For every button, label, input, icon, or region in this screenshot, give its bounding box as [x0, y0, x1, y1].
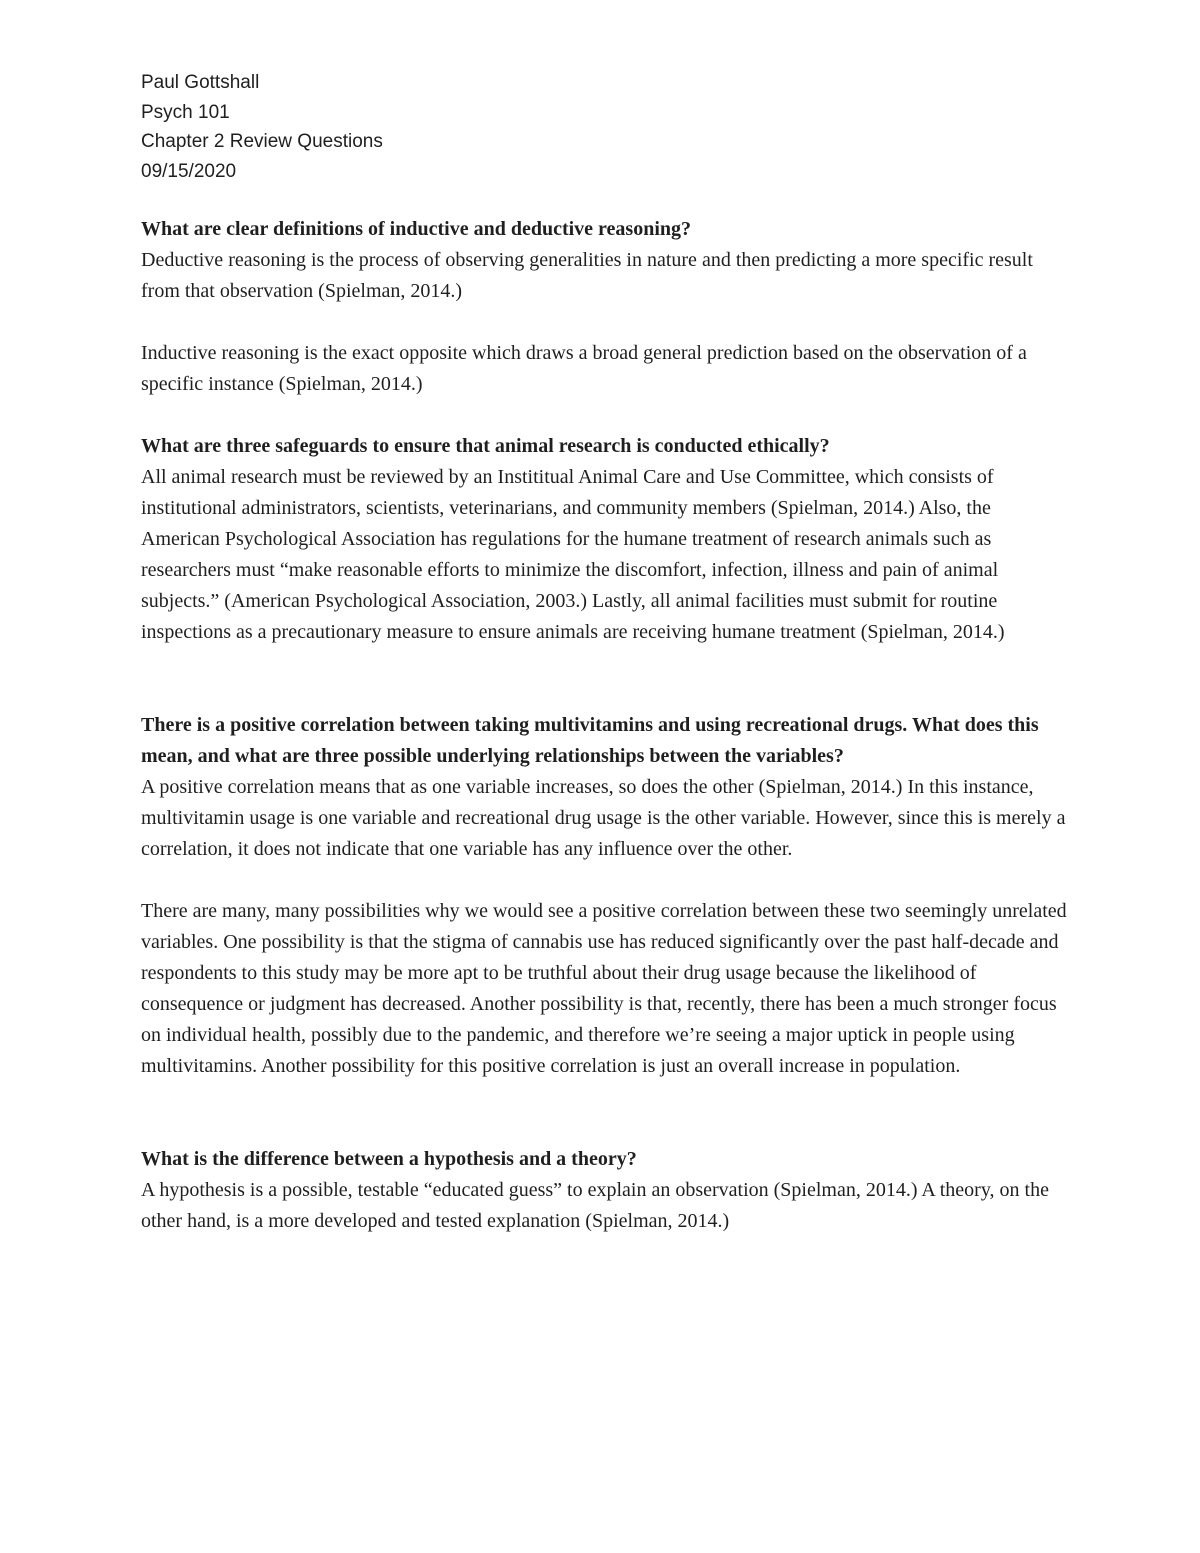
section-animal-research: [141, 431, 1071, 648]
paragraph-spacer: [141, 865, 1071, 896]
author-name: Paul Gottshall: [141, 72, 260, 93]
section-spacer: [141, 648, 1071, 710]
section-spacer: [141, 1082, 1071, 1144]
section-reasoning: [141, 214, 1071, 400]
section-correlation: [141, 710, 1071, 1082]
question-heading: What is the difference between a hypothesis and a theory?: [141, 1148, 637, 1170]
answer-paragraph: All animal research must be reviewed by an Instititual Animal Care and Use Committee, which consists of institutional administrators, scientists, veterinarians, and community members (Spielman, 2014.) Also, the American Psychological Association has regulations for the humane treatment of research animals such as researchers must “make reasonable efforts to minimize the discomfort, infection, illness and pain of animal subjects.” (American Psychological Association, 2003.) Lastly, all animal facilities must submit for routine inspections as a precautionary measure to ensure animals are receiving humane treatment (Spielman, 2014.): [141, 466, 1005, 643]
document-date: 09/15/2020: [141, 160, 237, 182]
answer-paragraph: Inductive reasoning is the exact opposite which draws a broad general prediction based on the observation of a specific instance (Spielman, 2014.): [141, 342, 1027, 395]
answer-paragraph: A hypothesis is a possible, testable “educated guess” to explain an observation (Spielman, 2014.) A theory, on the other hand, is a more developed and tested explanation (Spielman, 2014.): [141, 1179, 1049, 1232]
question-heading: There is a positive correlation between taking multivitamins and using recreational drugs. What does this mean, and what are three possible underlying relationships between the variables?: [141, 714, 1039, 767]
question-heading: What are clear definitions of inductive and deductive reasoning?: [141, 218, 692, 240]
paragraph-spacer: [141, 307, 1071, 338]
document-page: [141, 68, 1071, 1237]
question-heading: What are three safeguards to ensure that animal research is conducted ethically?: [141, 435, 830, 457]
assignment-title: Chapter 2 Review Questions: [141, 131, 383, 152]
answer-paragraph: Deductive reasoning is the process of observing generalities in nature and then predicting a more specific result from that observation (Spielman, 2014.): [141, 249, 1033, 302]
answer-paragraph: A positive correlation means that as one variable increases, so does the other (Spielman, 2014.) In this instance, multivitamin usage is one variable and recreational drug usage is the other variable. However, since this is merely a correlation, it does not indicate that one variable has any influence over the other.: [141, 776, 1066, 860]
document-header: [141, 68, 1071, 186]
answer-paragraph: There are many, many possibilities why we would see a positive correlation between these two seemingly unrelated variables. One possibility is that the stigma of cannabis use has reduced significantly over the past half-decade and respondents to this study may be more apt to be truthful about their drug usage because the likelihood of consequence or judgment has decreased. Another possibility is that, recently, there has been a much stronger focus on individual health, possibly due to the pandemic, and therefore we’re seeing a major uptick in people using multivitamins. Another possibility for this positive correlation is just an overall increase in population.: [141, 900, 1067, 1077]
course-name: Psych 101: [141, 101, 230, 123]
section-spacer: [141, 400, 1071, 431]
section-hypothesis-theory: [141, 1144, 1071, 1237]
